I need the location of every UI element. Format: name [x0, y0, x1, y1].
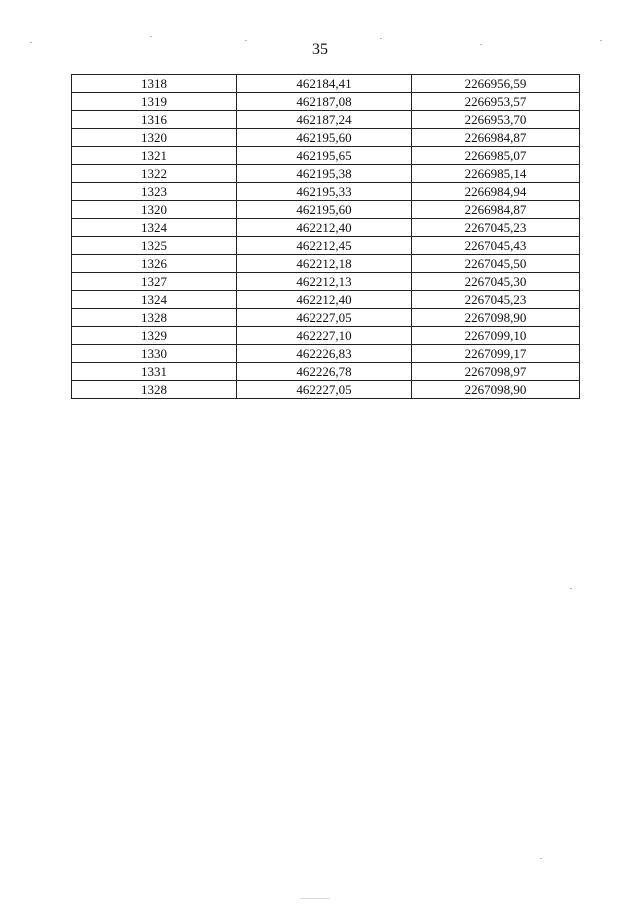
table-row: [72, 183, 580, 201]
table-row: [72, 219, 580, 237]
table-row: [72, 129, 580, 147]
y-coordinate-cell: 2266984,87: [412, 201, 580, 219]
scan-speck: [380, 38, 382, 39]
y-coordinate-cell: 2267045,23: [412, 291, 580, 309]
x-coordinate-cell: 462187,24: [237, 111, 412, 129]
table-row: [72, 201, 580, 219]
coordinates-table-body: [72, 75, 580, 399]
table-row: [72, 237, 580, 255]
x-coordinate-cell: 462195,60: [237, 201, 412, 219]
scan-speck: [540, 858, 542, 859]
y-coordinate-cell: 2266953,57: [412, 93, 580, 111]
x-coordinate-cell: 462195,38: [237, 165, 412, 183]
y-coordinate-cell: 2267099,10: [412, 327, 580, 345]
point-number-cell: 1325: [72, 237, 237, 255]
y-coordinate-cell: 2267045,43: [412, 237, 580, 255]
x-coordinate-cell: 462226,83: [237, 345, 412, 363]
table-row: [72, 111, 580, 129]
scan-speck: [570, 588, 572, 589]
scan-speck: [30, 42, 32, 43]
point-number-cell: 1328: [72, 381, 237, 399]
coordinates-table: [71, 74, 580, 399]
table-row: [72, 255, 580, 273]
x-coordinate-cell: 462187,08: [237, 93, 412, 111]
point-number-cell: 1320: [72, 201, 237, 219]
x-coordinate-cell: 462227,05: [237, 381, 412, 399]
point-number-cell: 1322: [72, 165, 237, 183]
point-number-cell: 1323: [72, 183, 237, 201]
table-row: [72, 381, 580, 399]
scan-speck: [150, 36, 152, 37]
point-number-cell: 1321: [72, 147, 237, 165]
y-coordinate-cell: 2267098,97: [412, 363, 580, 381]
x-coordinate-cell: 462227,10: [237, 327, 412, 345]
x-coordinate-cell: 462212,45: [237, 237, 412, 255]
y-coordinate-cell: 2267099,17: [412, 345, 580, 363]
x-coordinate-cell: 462212,18: [237, 255, 412, 273]
table-row: [72, 363, 580, 381]
table-row: [72, 327, 580, 345]
point-number-cell: 1320: [72, 129, 237, 147]
y-coordinate-cell: 2267098,90: [412, 309, 580, 327]
table-row: [72, 345, 580, 363]
y-coordinate-cell: 2266985,07: [412, 147, 580, 165]
y-coordinate-cell: 2267045,23: [412, 219, 580, 237]
table-row: [72, 147, 580, 165]
scan-speck: [245, 40, 247, 41]
y-coordinate-cell: 2266984,94: [412, 183, 580, 201]
y-coordinate-cell: 2267098,90: [412, 381, 580, 399]
point-number-cell: 1324: [72, 219, 237, 237]
y-coordinate-cell: 2266985,14: [412, 165, 580, 183]
scan-speck: [600, 40, 602, 41]
point-number-cell: 1319: [72, 93, 237, 111]
x-coordinate-cell: 462184,41: [237, 75, 412, 93]
table-row: [72, 75, 580, 93]
page-number: 35: [312, 41, 328, 58]
x-coordinate-cell: 462195,65: [237, 147, 412, 165]
y-coordinate-cell: 2266984,87: [412, 129, 580, 147]
point-number-cell: 1324: [72, 291, 237, 309]
table-row: [72, 93, 580, 111]
table-row: [72, 291, 580, 309]
point-number-cell: 1331: [72, 363, 237, 381]
x-coordinate-cell: 462212,13: [237, 273, 412, 291]
x-coordinate-cell: 462212,40: [237, 291, 412, 309]
point-number-cell: 1330: [72, 345, 237, 363]
y-coordinate-cell: 2267045,30: [412, 273, 580, 291]
y-coordinate-cell: 2267045,50: [412, 255, 580, 273]
x-coordinate-cell: 462212,40: [237, 219, 412, 237]
y-coordinate-cell: 2266956,59: [412, 75, 580, 93]
scan-speck: [480, 44, 482, 45]
table-row: [72, 309, 580, 327]
x-coordinate-cell: 462227,05: [237, 309, 412, 327]
table-row: [72, 165, 580, 183]
table-row: [72, 273, 580, 291]
scan-speck: [300, 898, 330, 899]
point-number-cell: 1327: [72, 273, 237, 291]
x-coordinate-cell: 462226,78: [237, 363, 412, 381]
point-number-cell: 1316: [72, 111, 237, 129]
point-number-cell: 1318: [72, 75, 237, 93]
point-number-cell: 1329: [72, 327, 237, 345]
point-number-cell: 1328: [72, 309, 237, 327]
x-coordinate-cell: 462195,33: [237, 183, 412, 201]
y-coordinate-cell: 2266953,70: [412, 111, 580, 129]
x-coordinate-cell: 462195,60: [237, 129, 412, 147]
point-number-cell: 1326: [72, 255, 237, 273]
